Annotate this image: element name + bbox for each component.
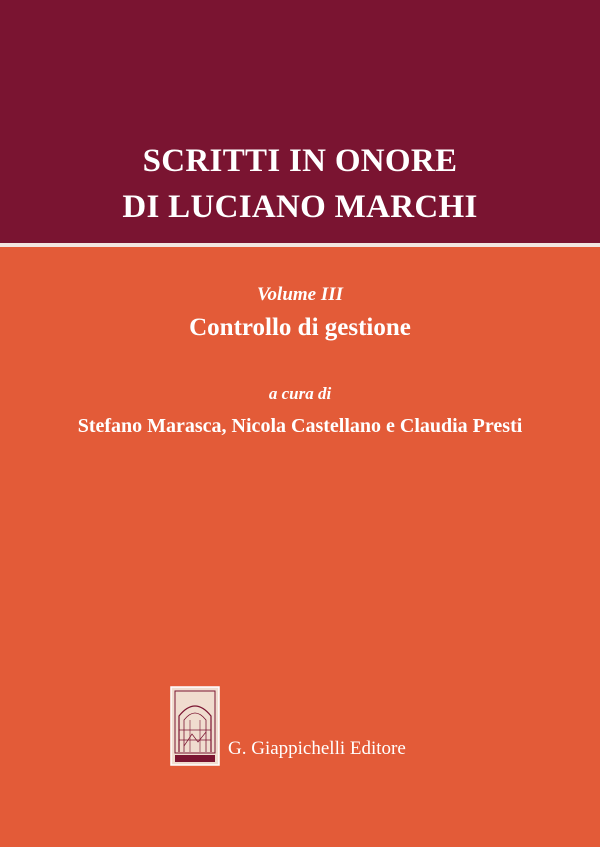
publisher-name: G. Giappichelli Editore — [228, 738, 406, 759]
curated-by-label: a cura di — [268, 384, 332, 403]
editors-list: Stefano Marasca, Nicola Castellano e Claudia Presti — [77, 415, 523, 437]
band-divider — [0, 243, 600, 247]
volume-subtitle: Controllo di gestione — [189, 314, 411, 341]
title-line-1: SCRITTI IN ONORE — [142, 143, 458, 179]
publisher-logo-icon — [170, 686, 220, 766]
volume-label: Volume III — [256, 284, 344, 305]
title-line-2: DI LUCIANO MARCHI — [122, 189, 478, 225]
book-title — [0, 138, 600, 230]
